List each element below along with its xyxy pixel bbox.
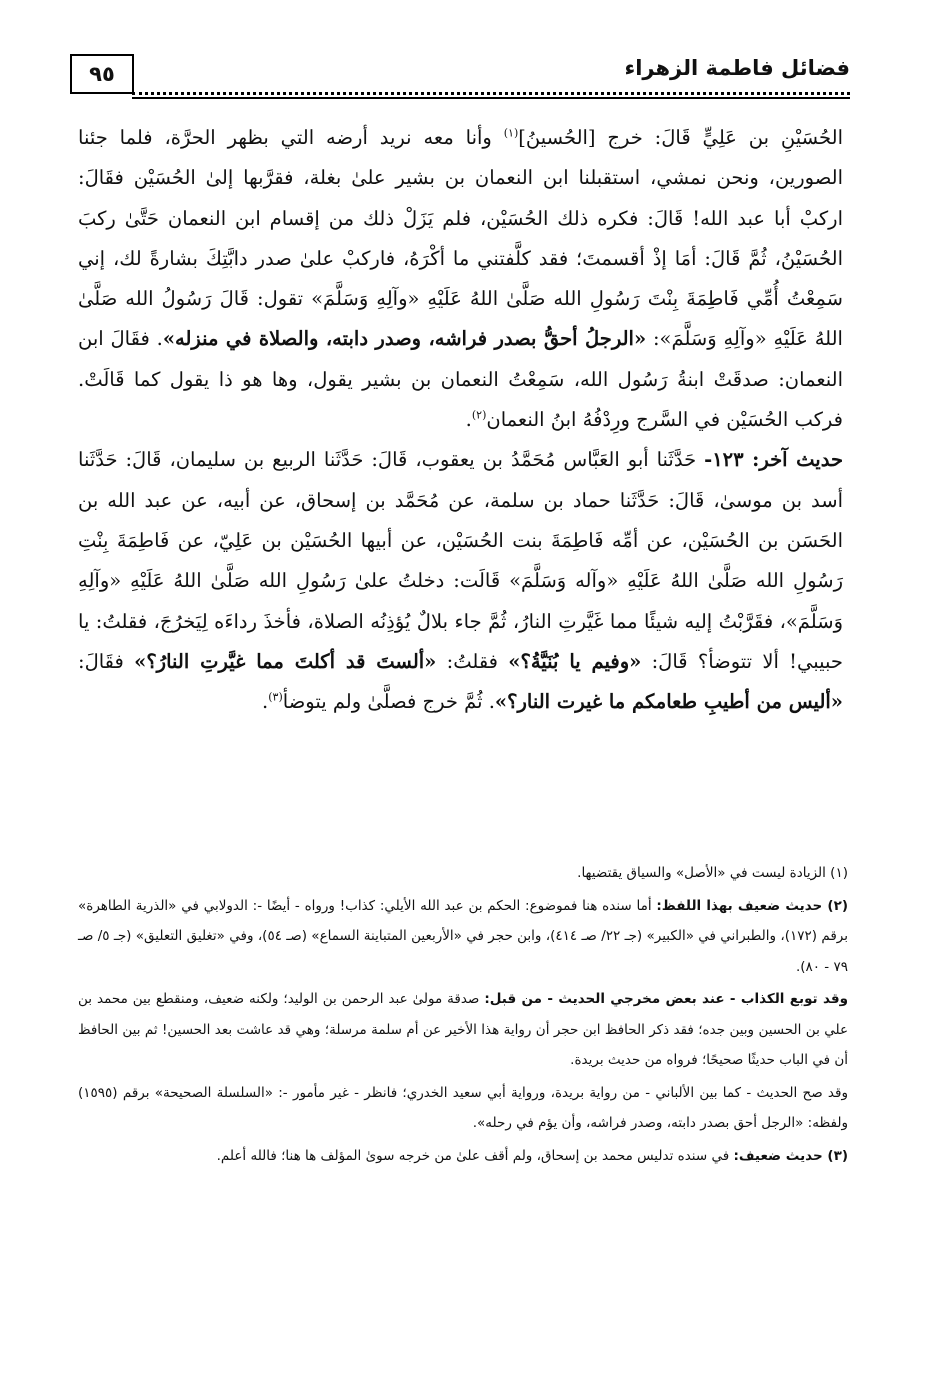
header-dotted-rule bbox=[132, 92, 850, 95]
footnote-lead: (٢) حديث ضعيف بهذا اللفظ: bbox=[656, 897, 848, 914]
page-header bbox=[70, 52, 850, 100]
paragraph-2 bbox=[78, 440, 843, 722]
text-run: فقَالَ: bbox=[78, 649, 135, 673]
footnote-1: (١) الزيادة ليست في «الأصل» والسياق يقتضيها. bbox=[577, 865, 848, 881]
footnote-2-conclusion: وقد صح الحديث - كما بين الألباني - من رواية بريدة، ورواية أبي سعيد الخدري؛ فانظر - غير مأمور -: «السلسلة الصحيحة» برقم (١٥٩٥) ولفظه: «الرجل أحق بصدر دابته، وصدر فراشه، وأن يؤم في رحله». bbox=[78, 1084, 848, 1131]
hadith-number-lead: حديث آخر: ١٢٣- bbox=[704, 448, 843, 472]
main-text bbox=[78, 118, 843, 722]
footnote-lead: (٣) حديث ضعيف: bbox=[733, 1147, 848, 1164]
text-run: حَدَّثَنا أبو العَبَّاس مُحَمَّدُ بن يعقوب، قَالَ: حَدَّثَنا الربيع بن سليمان، قَالَ: حَدَّثَنا أسد بن موسىٰ، قَالَ: حَدَّثَنا حماد بن سلمة، عن مُحَمَّد بن إسحاق، عن أبيه، عن عبد الله بن الحَسَن بن الحُسَيْن، عن أمِّه فَاطِمَةَ بنت الحُسَيْن، عن أبيها الحُسَيْن بن عَلِيّ، عن فَاطِمَةَ بِنْتِ رَسُولِ الله صَلَّىٰ اللهُ عَلَيْهِ «وآله وَسَلَّمَ» قَالَت: دخلتُ علىٰ رَسُولِ الله صَلَّىٰ اللهُ عَلَيْهِ «وآلِهِ وَسَلَّمَ»، فقَرَّبْتُ إليه شيئًا مما غَيَّرتِ النارُ، ثُمَّ جاء بلالٌ يُؤذِنُه الصلاة، فأخذَ رداءَه لِيَخرُجَ، فقلتُ: يا حبيبي! ألا تتوضأ؟ قَالَ: bbox=[78, 448, 843, 673]
hadith-quote: «ألستَ قد أكلتَ مما غيَّرتِ النارُ؟» bbox=[134, 649, 437, 673]
text-run: الحُسَيْنِ بن عَلِيٍّ قَالَ: خرج [الحُسينُ] bbox=[518, 126, 843, 149]
footnote-2-continued bbox=[78, 984, 848, 1076]
text-run: وأنا معه نريد أرضه التي بظهر الحرَّة، فلما جئنا الصورين، ونحن نمشي، استقبلنا ابن النعمان بن بشير علىٰ بغلة، فقرَّبها إلىٰ الحُسَيْن فقَالَ: اركبْ أبا عبد الله! قَالَ: فكره ذلك الحُسَيْن، فلم يَزَلْ ذلك من إقسام ابن النعمان حَتَّىٰ ركبَ الحُسَيْنُ، ثُمَّ قَالَ: أمَا إذْ أقسمتَ؛ فقد كلَّفتني ما أكْرَهُ، فاركبْ علىٰ صدر دابَّتِكَ بشارةً لك، إني سَمِعْتُ أُمِّي فَاطِمَةَ بِنْتَ رَسُولِ الله صَلَّىٰ اللهُ عَلَيْهِ «وآلِهِ وَسَلَّمَ» تقول: قَالَ رَسُولُ الله صَلَّىٰ اللهُ عَلَيْهِ «وآلِهِ وَسَلَّمَ»: bbox=[78, 126, 843, 351]
text-run: . bbox=[465, 408, 472, 432]
footnote-text: صدقة مولىٰ عبد الرحمن بن الوليد؛ ولكنه ضعيف، ومنقطع بين محمد بن علي بن الحسين وبين جده؛ فقد ذكر الحافظ ابن حجر أن رواية هذا الأخير عن أم سلمة مرسلة؛ وهي قد عاشت بعد الحسين! ثم بين الحافظ أن في الباب حديثًا صحيحًا؛ فرواه من حديث بريدة. bbox=[78, 991, 848, 1068]
header-solid-rule bbox=[132, 97, 850, 99]
book-title: فضائل فاطمة الزهراء bbox=[624, 56, 850, 80]
page-number: ٩٥ bbox=[70, 54, 134, 94]
text-run: . ثُمَّ خرج فصلَّىٰ ولم يتوضأ bbox=[282, 690, 495, 714]
footnote-lead: وقد توبع الكذاب - عند بعض مخرجي الحديث - من قبل: bbox=[484, 991, 849, 1007]
footnote-ref-3[interactable]: (٣) bbox=[268, 690, 283, 704]
paragraph-1 bbox=[78, 118, 843, 440]
footnote-text: في سنده تدليس محمد بن إسحاق، ولم أقف علىٰ من خرجه سوىٰ المؤلف ها هنا؛ فالله أعلم. bbox=[216, 1147, 734, 1164]
footnote-ref-1[interactable]: (١) bbox=[503, 126, 519, 140]
footnote-3 bbox=[78, 1141, 848, 1172]
footnote-text: أما سنده هنا فموضوع: الحكم بن عبد الله الأيلي: كذاب! ورواه - أيضًا -: الدولابي في «الذرية الطاهرة» برقم (١٧٢)، والطبراني في «الكبير» (جـ ٢٢/ صـ ٤١٤)، وابن حجر في «الأربعين المتباينة السماع» (صـ ٥٤)، وفي «تغليق التعليق» (جـ ٥/ صـ ٧٩ - ٨٠). bbox=[78, 897, 849, 975]
text-run: فقلتُ: bbox=[436, 649, 509, 673]
hadith-quote: «الرجلُ أحقُّ بصدر فراشه، وصدر دابته، والصلاة في منزله» bbox=[162, 327, 647, 351]
footnote-2 bbox=[78, 891, 848, 983]
hadith-quote: «أليس من أطيبِ طعامكم ما غيرت النار؟» bbox=[494, 690, 843, 714]
hadith-quote: «وفيم يا بُنَيَّةُ؟» bbox=[508, 649, 642, 673]
footnote-ref-2[interactable]: (٢) bbox=[471, 408, 487, 422]
footnotes bbox=[78, 858, 848, 1173]
text-run: . فقَالَ ابن النعمان: صدقَتْ ابنةُ رَسُول الله، سَمِعْتُ النعمان بن بشير يقول، وها هو ذا يقول كما قَالَتْ. فركب الحُسَيْن في السَّرج ورِدْفُهُ ابنُ النعمان bbox=[78, 327, 843, 432]
text-run: . bbox=[262, 690, 269, 714]
